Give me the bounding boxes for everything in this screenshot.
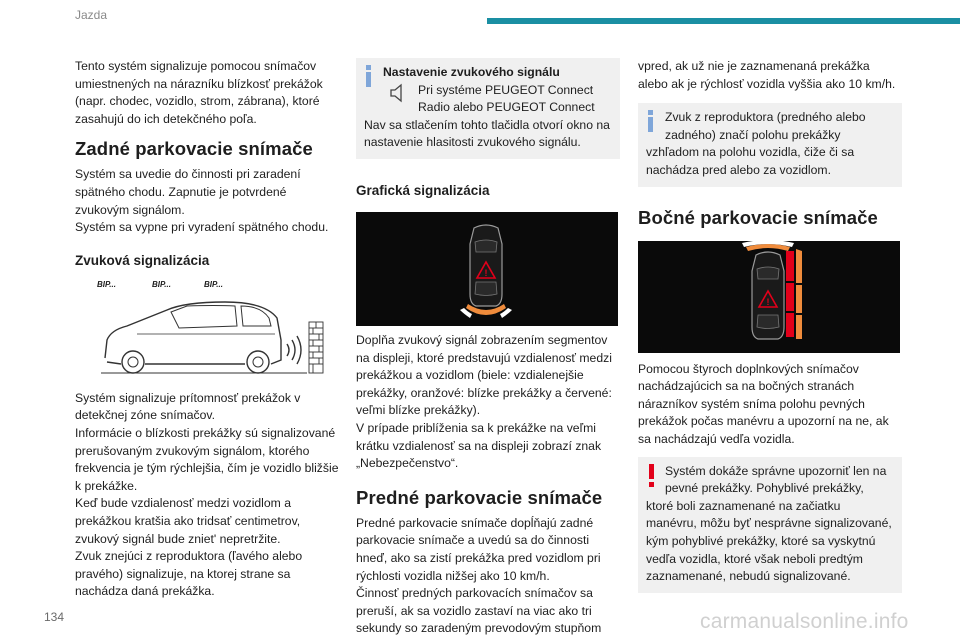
audio-signal-heading: Zvuková signalizácia <box>75 252 210 268</box>
side-sensors-heading: Bočné parkovacie snímače <box>638 206 878 228</box>
header-accent-bar <box>487 18 960 24</box>
svg-text:!: ! <box>484 267 488 278</box>
info-icon <box>646 110 656 132</box>
svg-text:!: ! <box>766 296 770 307</box>
graphic-signal-heading: Grafická signalizácia <box>356 182 490 198</box>
speaker-icon <box>388 82 408 104</box>
front-text-1: Predné parkovacie snímače dopĺňajú zadné parkovacie snímače a uvedú sa do činnosti hneď, ako sa zistí prekážka pred vozidlom pri rýchlosti vozidla nižšej ako 10 km/h. <box>356 515 601 583</box>
speaker-position-note <box>638 103 902 186</box>
note-line: Pri systéme PEUGEOT Connect <box>418 82 594 97</box>
front-sensors-heading: Predné parkovacie snímače <box>356 486 603 508</box>
bip-label: BIP... <box>97 279 116 289</box>
graphic-text-2: V prípade priblíženia sa k prekážke na veľmi krátku vzdialenosť sa na displeji zobrazí znak „Nebezpečenstvo“. <box>356 420 602 471</box>
column-1 <box>75 58 339 601</box>
rear-sensors-text-1: Systém sa uvedie do činnosti pri zaradení spätného chodu. Zapnutie je potvrdené zvukovým signálom. <box>75 167 301 217</box>
note-rest: Nav sa stlačením tohto tlačidla otvorí okno na nastavenie hlasitosti zvukového signálu. <box>364 117 610 150</box>
front-text-2: Činnosť predných parkovacích snímačov sa preruší, ak sa vozidlo zastaví na viac ako tri sekundy so zaradeným prevodovým stupňom <box>356 586 602 636</box>
watermark: carmanualsonline.info <box>700 610 909 633</box>
moving-obstacles-warning <box>638 457 902 593</box>
audio-text-1: Systém signalizuje prítomnosť prekážok v detekčnej zóne snímačov. <box>75 390 301 423</box>
graphic-text-1: Doplňa zvukový signál zobrazením segmentov na displeji, ktoré predstavujú vzdialenosť medzi prekážkou a vozidlom (biele: vzdialenejšie prekážky, oranžové: blízke prekážky a červené: veľmi blízke prekážky). <box>356 332 612 418</box>
rear-sensors-text-2: Systém sa vypne pri vyradení spätného chodu. <box>75 220 329 235</box>
column-3 <box>638 58 902 593</box>
note-line: Radio alebo PEUGEOT Connect <box>418 100 595 115</box>
rear-sensors-heading: Zadné parkovacie snímače <box>75 138 313 160</box>
page-number: 134 <box>44 610 65 624</box>
car-rear-sensor-illustration <box>75 278 339 382</box>
sound-settings-note <box>356 58 620 159</box>
warning-rest: ktoré boli zaznamenané na začiatku manévru, môžu byť nesprávne signalizované, kým pohyblivé prekážky, ktoré sa vyskytnú vedľa vozidla, ktoré však neboli predtým zaznamenané, nebudú signalizované. <box>646 498 892 584</box>
car-display-rear-illustration <box>356 212 618 326</box>
warning-line: Systém dokáže správne upozorniť len na <box>665 463 887 478</box>
page-header-title: Jazda <box>75 8 108 22</box>
note-line: Zvuk z reproduktora (predného alebo <box>665 110 866 125</box>
bip-label: BIP... <box>204 279 223 289</box>
bip-label: BIP... <box>152 279 171 289</box>
warning-line: pevné prekážky. Pohyblivé prekážky, <box>665 481 864 496</box>
side-sensors-text: Pomocou štyroch doplnkových snímačov nachádzajúcich sa na bočných stranách nárazníkov systém sníma polohu pevných prekážok počas manévru a upozorní na ne, ak sa nachádzajú vedľa vozidla. <box>638 361 889 446</box>
note-rest: vzhľadom na polohu vozidla, čiže či sa nachádza pred alebo za vozidlom. <box>646 145 855 177</box>
audio-text-3: Keď bude vzdialenosť medzi vozidlom a prekážkou kratšia ako tridsať centimetrov, zvukový signál bude zniet' nepretržite. <box>75 496 301 546</box>
info-icon <box>364 65 374 87</box>
intro-paragraph: Tento systém signalizuje pomocou snímačov umiestnených na nárazníku blízkosť prekážok (napr. chodec, vozidlo, strom, zábrana), ktoré zasahujú do ich detekčného poľa. <box>75 59 323 126</box>
note-line: zadného) značí polohu prekážky <box>665 127 841 142</box>
audio-text-4: Zvuk znejúci z reproduktora (ľavého alebo pravého) signalizuje, na ktorej strane sa nachádza daná prekážka. <box>75 549 303 599</box>
continued-text: vpred, ak už nie je zaznamenaná prekážka alebo ak je rýchlosť vozidla vyššia ako 10 km/h. <box>638 59 896 91</box>
audio-text-2: Informácie o blízkosti prekážky sú signalizované prerušovaným zvukovým signálom, ktorého frekvencia je tým rýchlejšia, čím je vozidlo bližšie k prekážke. <box>75 425 339 493</box>
warning-icon <box>648 464 656 488</box>
column-2 <box>356 58 620 638</box>
sound-settings-title: Nastavenie zvukového signálu <box>383 65 560 79</box>
car-display-side-illustration <box>638 241 900 353</box>
